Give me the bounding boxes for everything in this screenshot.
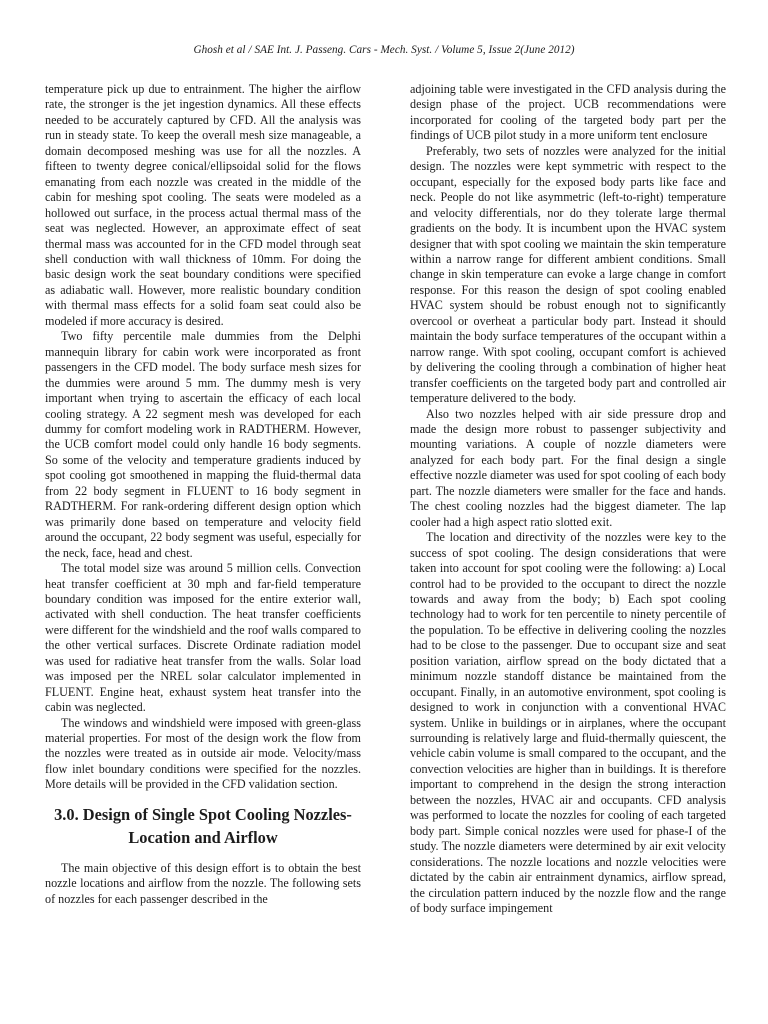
paragraph: Two fifty percentile male dummies from the Delphi mannequin library for cabin work were incorporated as front passengers in the CFD model. The body surface mesh sizes for the dummies were around 5 mm. The dummy mesh is very important when trying to ascertain the efficacy of each local cooling strategy. A 22 segment mesh was developed for each dummy for comfort modeling work in RADTHERM. However, the UCB comfort model could only handle 16 body segments. So some of the velocity and temperature gradients induced by spot cooling got smoothened in mapping the fluid-thermal data from 22 body segment in FLUENT to 16 body segment in RADTHERM. For rank-ordering different design option which was primarily done based on temperature and velocity field around the occupant, 22 body segment was useful, especially for the neck, face, head and chest.: [45, 329, 361, 560]
paragraph: Also two nozzles helped with air side pressure drop and made the design more robust to passenger subjectivity and mounting variations. A couple of nozzle diameters were analyzed for each body part. For the final design a single effective nozzle diameter was used for spot cooling of each body part. The nozzle diameters were smaller for the face and hands. The chest cooling nozzles had the biggest diameter. The lap cooler had a high aspect ratio slotted exit.: [410, 406, 726, 529]
paragraph: The windows and windshield were imposed with green-glass material properties. For most of the design work the flow from the nozzles were treated as in outside air mode. Velocity/mass flow inlet boundary conditions were specified for the nozzles. More details will be provided in the CFD validation section.: [45, 715, 361, 792]
section-heading: 3.0. Design of Single Spot Cooling Nozzles- Location and Airflow: [54, 804, 352, 847]
paragraph: The location and directivity of the nozzles were key to the success of spot cooling. The design considerations that were taken into account for spot cooling were the following: a) Local control had to be provided to the occupant to direct the nozzle towards and away from the body; b) Each spot cooling technology had to work for ten percentile to ninety percentile of the population. To be effective in delivering cooling the nozzles had to be close to the passenger. Due to occupant size and seat position variation, airflow spread on the body dictated that a minimum nozzle standoff distance be maintained from the occupant. Finally, in an automotive environment, spot cooling is designed to work in conjunction with a conventional HVAC system. Unlike in buildings or in airplanes, where the occupant surrounding is relatively large and fluid-thermally quiescent, the vehicle cabin volume is small compared to the occupant, and the convection velocities are higher than in buildings. It is therefore important to comprehend in the design the strong interaction between the nozzles, HVAC air and occupants. CFD analysis was performed to locate the nozzles for cooling of each targeted body part. Simple conical nozzles were used for phase-I of the study. The nozzle diameters were determined by air exit velocity considerations. The nozzle locations and nozzle velocities were dictated by the cabin air entrainment dynamics, airflow spread, the circulation pattern induced by the nozzle flow and the range of body surface impingement: [410, 530, 726, 916]
right-column: [410, 82, 726, 916]
paragraph: Preferably, two sets of nozzles were analyzed for the initial design. The nozzles were kept symmetric with respect to the occupant, especially for the exposed body parts like face and neck. People do not like asymmetric (left-to-right) temperature and velocity differentials, nor do they tolerate large thermal gradients on the body. It is incumbent upon the HVAC system designer that with spot cooling we maintain the skin temperature within a narrow range for different ambient conditions. Small change in skin temperature can evoke a large change in comfort response. For this reason the design of spot cooling enabled HVAC system should be robust enough not to significantly overcool or overheat a particular body part. Instead it should maintain the body surface temperatures of the occupant within a narrow range. With spot cooling, occupant comfort is achieved by delivering the cooling through a combination of higher heat transfer coefficients on the targeted body part and controlled air temperature delivered to the body.: [410, 143, 726, 406]
running-head: Ghosh et al / SAE Int. J. Passeng. Cars - Mech. Syst. / Volume 5, Issue 2(June 2012): [193, 44, 575, 56]
paragraph: adjoining table were investigated in the CFD analysis during the design phase of the project. UCB recommendations were incorporated for cooling of the targeted body part per the findings of UCB pilot study in a more uniform tent enclosure: [410, 82, 726, 143]
left-column: [45, 82, 361, 907]
paragraph: The total model size was around 5 million cells. Convection heat transfer coefficient at 30 mph and far-field temperature boundary condition was imposed for the entire exterior wall, activated with shell conduction. The heat transfer coefficients were different for the windshield and the roof walls compared to the other vertical surfaces. Discrete Ordinate radiation model was used for radiative heat transfer from the walls. Solar load was imposed per the NREL solar calculator implemented in FLUENT. Engine heat, exhaust system heat transfer into the cabin was neglected.: [45, 561, 361, 715]
paragraph: temperature pick up due to entrainment. The higher the airflow rate, the stronger is the jet ingestion dynamics. All these effects needed to be accurately captured by CFD. All the analysis was run in steady state. To keep the overall mesh size manageable, a domain decomposed meshing was use for all the nozzles. A fifteen to twenty degree conical/ellipsoidal solid for the flows emanating from each nozzle was created in the middle of the cabin for meshing spot cooling. The seats were modeled as a hollowed out surface, in the process actual thermal mass of the seat was neglected. However, an approximate effect of seat thermal mass was accounted for in the CFD model through seat shell conduction with wall thickness of 10mm. For doing the basic design work the seat boundary conditions were specified as adiabatic wall. However, more realistic boundary condition with thermal mass effects for a solid foam seat could also be modeled if more accuracy is desired.: [45, 82, 361, 328]
paragraph: The main objective of this design effort is to obtain the best nozzle locations and airflow from the nozzle. The following sets of nozzles for each passenger described in the: [45, 860, 361, 906]
